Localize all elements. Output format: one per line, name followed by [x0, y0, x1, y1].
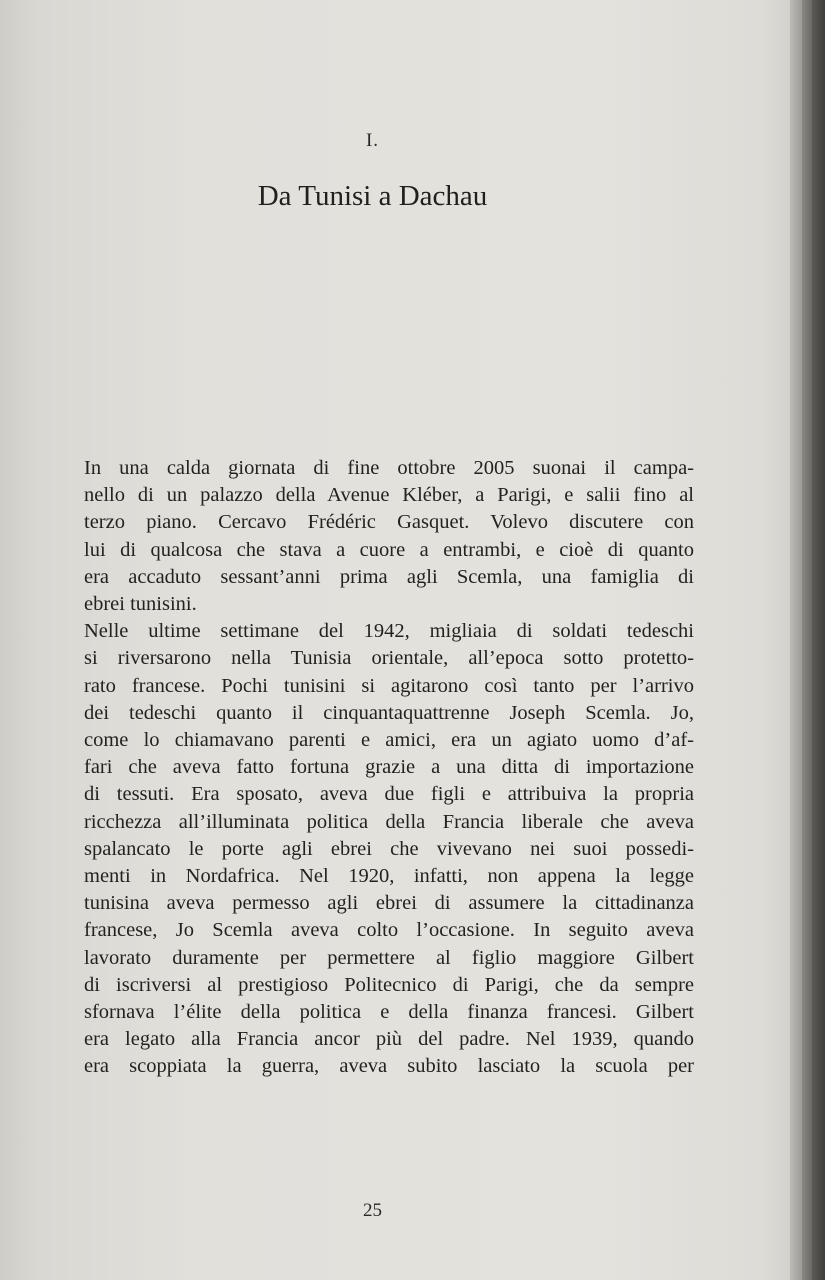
text-line: si riversarono nella Tunisia orientale, all’epoca sotto protetto- — [84, 647, 694, 670]
text-line: Nelle ultime settimane del 1942, migliaia di soldati tedeschi — [84, 620, 694, 643]
text-line: menti in Nordafrica. Nel 1920, infatti, non appena la legge — [84, 865, 694, 888]
text-line: come lo chiamavano parenti e amici, era un agiato uomo d’af- — [84, 729, 694, 752]
text-line: terzo piano. Cercavo Frédéric Gasquet. Volevo discutere con — [84, 511, 694, 534]
book-cover-edge — [812, 0, 825, 1280]
text-line: In una calda giornata di fine ottobre 2005 suonai il campa- — [84, 457, 694, 479]
text-line: di iscriversi al prestigioso Politecnico di Parigi, che da sempre — [84, 973, 694, 996]
paragraph-1 — [84, 455, 694, 618]
text-line: nello di un palazzo della Avenue Kléber, a Parigi, e salii fino al — [84, 484, 694, 507]
paragraph-2 — [84, 618, 694, 1080]
page-stack-edge — [802, 0, 812, 1280]
text-line: era scoppiata la guerra, aveva subito lasciato la scuola per — [84, 1055, 694, 1078]
page-stack-edge — [790, 0, 802, 1280]
text-line: dei tedeschi quanto il cinquantaquattrenne Joseph Scemla. Jo, — [84, 701, 694, 724]
text-line: rato francese. Pochi tunisini si agitarono così tanto per l’arrivo — [84, 674, 694, 697]
text-line: francese, Jo Scemla aveva colto l’occasione. In seguito aveva — [84, 919, 694, 942]
text-line: lui di qualcosa che stava a cuore a entrambi, e cioè di quanto — [84, 538, 694, 561]
text-line: era legato alla Francia ancor più del padre. Nel 1939, quando — [84, 1028, 694, 1051]
chapter-number: I. — [365, 130, 380, 151]
text-line: era accaduto sessant’anni prima agli Scemla, una famiglia di — [84, 565, 694, 588]
text-line: lavorato duramente per permettere al figlio maggiore Gilbert — [84, 946, 694, 969]
page-number: 25 — [363, 1200, 382, 1221]
text-line: ebrei tunisini. — [84, 593, 197, 616]
chapter-body — [84, 455, 694, 1081]
text-line: spalancato le porte agli ebrei che vivevano nei suoi possedi- — [84, 837, 694, 860]
text-line: fari che aveva fatto fortuna grazie a una ditta di importazione — [84, 756, 694, 779]
text-line: di tessuti. Era sposato, aveva due figli e attribuiva la propria — [84, 783, 694, 806]
text-line: tunisina aveva permesso agli ebrei di assumere la cittadinanza — [84, 892, 694, 915]
chapter-title: Da Tunisi a Dachau — [257, 180, 488, 212]
text-line: sfornava l’élite della politica e della finanza francesi. Gilbert — [84, 1001, 694, 1024]
text-line: ricchezza all’illuminata politica della Francia liberale che aveva — [84, 810, 694, 833]
